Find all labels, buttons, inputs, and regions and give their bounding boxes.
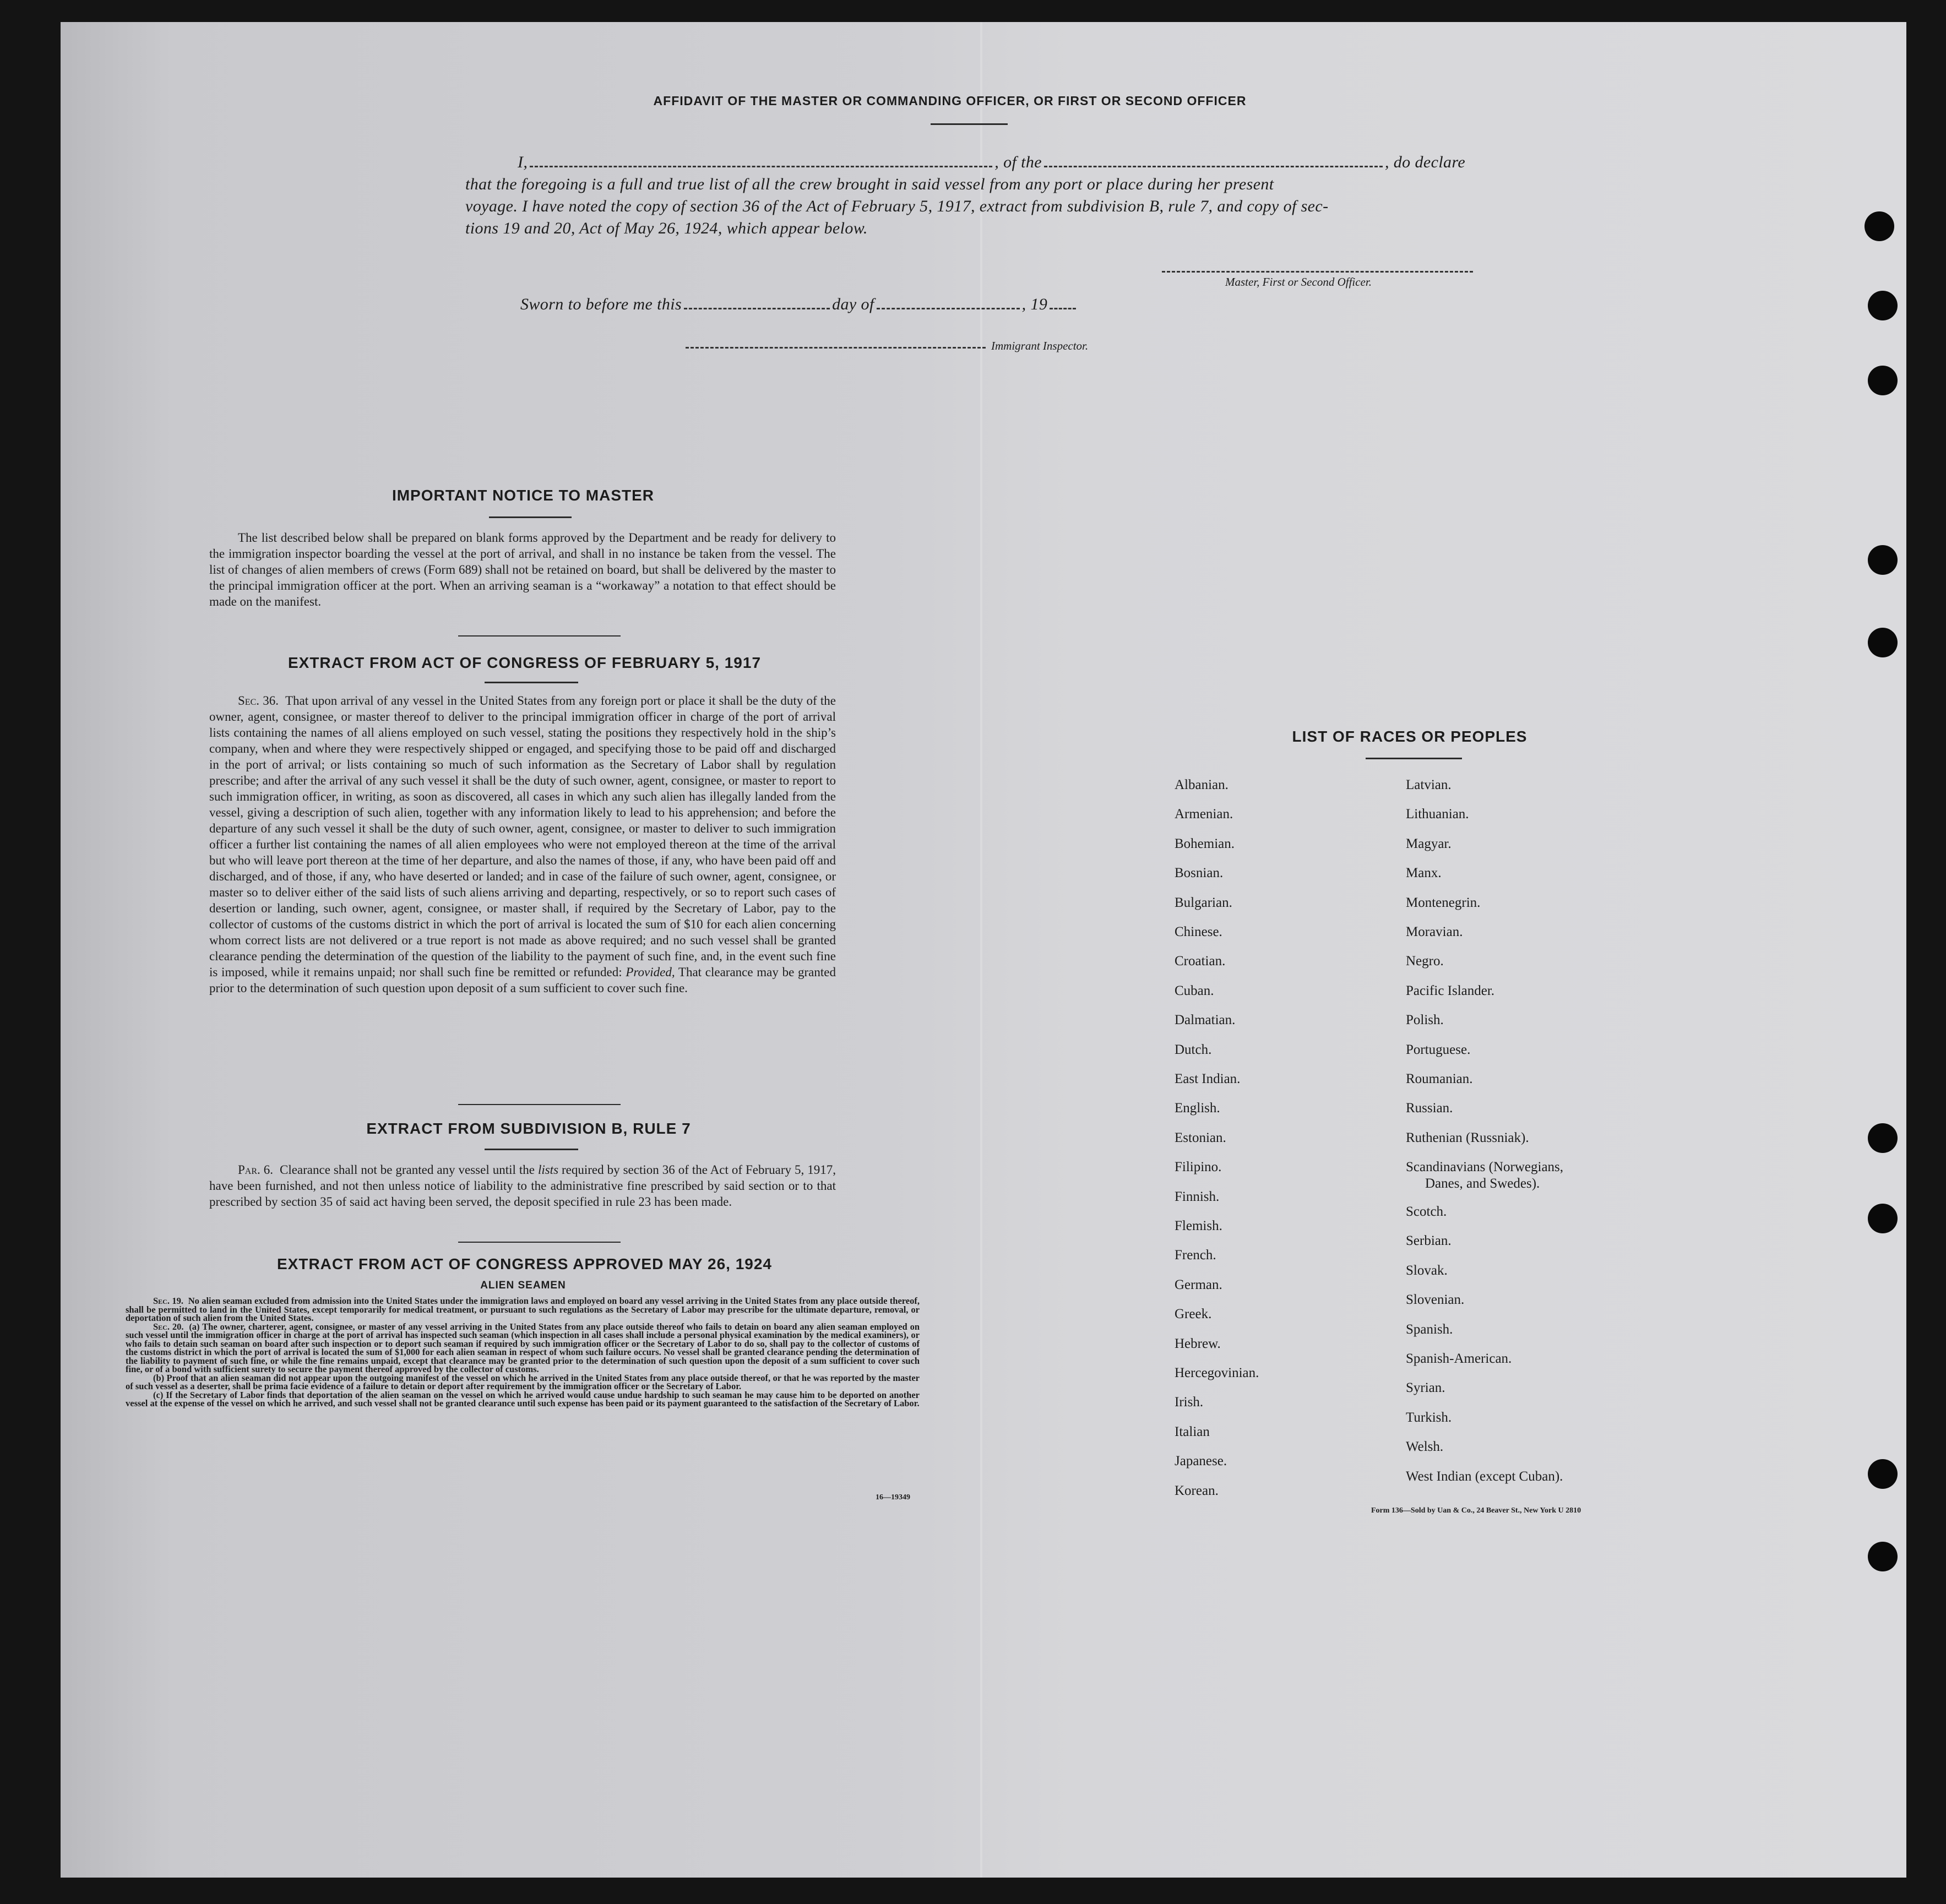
extract-rule7-title-rule (485, 1149, 578, 1150)
race-item: Korean. (1175, 1483, 1219, 1498)
race-item: Cuban. (1175, 983, 1214, 998)
race-item: Croatian. (1175, 954, 1226, 969)
race-item: Dalmatian. (1175, 1013, 1236, 1028)
race-item: Flemish. (1175, 1218, 1222, 1233)
race-item: Negro. (1406, 954, 1444, 969)
notice-end-rule (458, 635, 621, 637)
race-item: Filipino. (1175, 1160, 1222, 1175)
race-item: Welsh. (1406, 1439, 1444, 1455)
race-item: Italian (1175, 1424, 1210, 1439)
race-item: Scotch. (1406, 1204, 1447, 1219)
affidavit-of-the: , of the (994, 153, 1042, 171)
race-item: Armenian. (1175, 807, 1233, 822)
sworn-day-blank[interactable] (684, 308, 830, 309)
sec-20b-paragraph: (b) Proof that an alien seaman did not appear upon the outgoing manifest of the vessel on which he arrived in the United States from any place outside thereof, or that he was reported by the master of such vessel as a deserter, shall be prima facie evidence of a failure to detain or deport after requirement by the immigration officer or the Secretary of Labor. (126, 1372, 920, 1391)
inspector-caption: Immigrant Inspector. (991, 339, 1089, 352)
extract-1917-title: EXTRACT FROM ACT OF CONGRESS OF FEBRUARY 5, 1917 (287, 654, 762, 671)
race-item: Russian. (1406, 1101, 1453, 1116)
race-item: Slovenian. (1406, 1292, 1465, 1308)
extract-1917-body (209, 693, 836, 996)
race-item: East Indian. (1175, 1071, 1241, 1086)
race-item: Serbian. (1406, 1233, 1452, 1249)
notice-title-rule (489, 516, 572, 518)
race-item: Hercegovinian. (1175, 1366, 1259, 1380)
sec-36-label: Sec. 36. (238, 694, 279, 708)
provided-label: Provided, (626, 965, 675, 979)
race-item: Bosnian. (1175, 866, 1224, 881)
sec-19-paragraph (126, 1297, 920, 1323)
race-item-continuation: Danes, and Swedes). (1425, 1176, 1540, 1192)
form-number-left: 16—19349 (876, 1493, 910, 1502)
race-item: German. (1175, 1277, 1222, 1292)
race-item: Estonian. (1175, 1130, 1226, 1145)
race-item: Roumanian. (1406, 1071, 1473, 1086)
race-item: French. (1175, 1248, 1216, 1263)
race-item: Slovak. (1406, 1263, 1448, 1278)
sworn-year-blank[interactable] (1050, 308, 1076, 309)
race-item: Syrian. (1406, 1380, 1445, 1396)
race-item: Spanish. (1406, 1321, 1453, 1337)
extract-rule7-end-rule (458, 1242, 621, 1243)
affidavit-title-rule (931, 123, 1008, 125)
race-item: Spanish-American. (1406, 1351, 1512, 1366)
sec-20a-text: (a) The owner, charterer, agent, consignee, or master of any vessel arriving in the United States from any place outside thereof who fails to detain on board any alien seaman employed on such vessel until the immigration officer in charge at the port of arrival has inspected such seaman (which inspection in all cases shall include a personal physical examination by the medical examiners), or who fails to detain such seaman on board after such inspection or to deport such seaman if required by such immigration officer or the Secretary of Labor to do so, shall pay to the collector of customs of the customs district in which the port of arrival is located the sum of $1,000 for each alien seaman in respect of whom such failure occurs. No vessel shall be granted clearance pending the determination of the liability to payment of such fine, or while the fine remains unpaid, except that clearance may be granted prior to the determination of such question upon the deposit of a sum sufficient to cover such fine, or of a bond with sufficient surety to secure the payment thereof approved by the collector of customs. (126, 1321, 920, 1374)
race-item: Manx. (1406, 866, 1442, 881)
race-item: Irish. (1175, 1395, 1204, 1410)
race-item: Greek. (1175, 1307, 1212, 1322)
affidavit-line-3: voyage. I have noted the copy of section 36 of the Act of February 5, 1917, extract from subdivision B, rule 7, and copy of sec- (465, 197, 1329, 215)
sec-19-label: Sec. 19. (153, 1296, 183, 1306)
races-title-rule (1366, 758, 1462, 759)
race-item: Latvian. (1406, 777, 1452, 792)
race-item: Pacific Islander. (1406, 983, 1495, 998)
lists-word: lists (537, 1163, 559, 1177)
affidavit-line-4: tions 19 and 20, Act of May 26, 1924, which appear below. (465, 219, 868, 237)
race-item: Polish. (1406, 1013, 1444, 1028)
extract-rule7-title: EXTRACT FROM SUBDIVISION B, RULE 7 (366, 1120, 691, 1137)
race-item: Ruthenian (Russniak). (1406, 1130, 1529, 1145)
race-item: Chinese. (1175, 924, 1222, 939)
par-6-label: Par. 6. (238, 1163, 274, 1177)
punch-hole (1868, 366, 1898, 395)
race-item: Scandinavians (Norwegians, (1406, 1160, 1564, 1175)
sworn-line (520, 295, 1078, 314)
race-item: Finnish. (1175, 1189, 1220, 1204)
race-item: Moravian. (1406, 924, 1463, 939)
race-item: Hebrew. (1175, 1336, 1221, 1351)
vessel-blank[interactable] (1044, 166, 1383, 167)
races-title: LIST OF RACES OR PEOPLES (1292, 728, 1528, 745)
master-signature-line[interactable] (1162, 271, 1473, 273)
inspector-signature-line[interactable] (686, 347, 986, 349)
punch-hole (1868, 628, 1898, 657)
punch-hole (1868, 1123, 1898, 1153)
sworn-year: , 19 (1021, 295, 1048, 313)
punch-hole (1868, 1204, 1898, 1233)
race-item: Portuguese. (1406, 1042, 1471, 1057)
races-footer: Form 136—Sold by Uan & Co., 24 Beaver St., New York U 2810 (1371, 1506, 1581, 1515)
race-item: Albanian. (1175, 777, 1229, 792)
affidavit-do-declare: , do declare (1384, 153, 1466, 171)
sec-20c-paragraph: (c) If the Secretary of Labor finds that deportation of the alien seaman on the vessel on which he arrived would cause undue hardship to such seaman he may cause him to be deported on another vessel at the expense of the vessel on which he arrived, and such vessel shall not be granted clearance until such expense has been paid or its payment guaranteed to the satisfaction of the Secretary of Labor. (126, 1389, 920, 1408)
master-caption: Master, First or Second Officer. (1225, 275, 1372, 289)
punch-hole (1868, 291, 1898, 320)
punch-hole (1868, 1459, 1898, 1489)
sec-20a-paragraph (126, 1323, 920, 1374)
race-item: Turkish. (1406, 1410, 1452, 1425)
extract-1917-end-rule (458, 1104, 621, 1105)
race-item: Lithuanian. (1406, 807, 1469, 822)
sec-36-text: That upon arrival of any vessel in the United States from any foreign port or place it shall be the duty of the owner, agent, consignee, or master thereof to deliver to the principal immigration officer in charge of the port of arrival lists containing the names of all aliens employed on such vessel, stating the positions they respectively hold in the ship’s company, when and where they were respectively shipped or engaged, and specifying those to be paid off and discharged in the port of arrival; or lists containing so much of such information as the Secretary of Labor shall by regulation prescribe; and after the arrival of any such vessel it shall be the duty of such owner, agent, consignee, or master to report to such immigration officer, in writing, as soon as discovered, all cases in which any such alien has illegally landed from the vessel, giving a description of such alien, together with any information likely to lead to his apprehension; and before the departure of any such vessel it shall be the duty of such owner, agent, consignee, or master to deliver to such immigration officer a further list containing the names of all alien employees who were not employed thereon at the time of the arrival but who will leave port thereon at the time of her departure, and also the names of those, if any, who have been paid off and discharged, and of those, if any, who have deserted or landed; and in case of the failure of such owner, agent, consignee, or master so to deliver either of the said lists of such aliens arriving and departing, respectively, or so to report such cases of desertion or landing, such owner, agent, consignee, or master shall, if required by the Secretary of Labor, pay to the collector of customs of the customs district in which the port of arrival is located the sum of $10 for each alien concerning whom correct lists are not delivered or a true report is not made as above required; and no such vessel shall be granted clearance pending the determination of the question of the liability to the payment of such fine, and, in the event such fine is imposed, while it remains unpaid; nor shall such fine be remitted or refunded: (209, 694, 836, 979)
extract-1917-title-rule (485, 682, 578, 683)
sec-36-text-end: That clearance may be granted prior to the determination of such question upon deposit of a sum sufficient to cover such fine. (209, 965, 836, 995)
punch-hole (1868, 545, 1898, 575)
notice-body: The list described below shall be prepared on blank forms approved by the Department and be ready for delivery to the immigration inspector boarding the vessel at the port of arrival, and shall in no instance be taken from the vessel. The list of changes of alien members of crews (Form 689) shall not be retained on board, but shall be delivered by the master to the principal immigration officer at the port. When an arriving seaman is a “workaway” a notation to that effect should be made on the manifest. (209, 531, 836, 608)
race-item: Montenegrin. (1406, 895, 1481, 910)
sworn-day-of: day of (832, 295, 874, 313)
sec-19-text: No alien seaman excluded from admission into the United States under the immigration laws and employed on board any vessel arriving in the United States from any place outside thereof, shall be permitted to land in the United States, except temporarily for medical treatment, or pursuant to such regulations as the Secretary of Labor may prescribe for the ultimate departure, removal, or deportation of such alien from the United States. (126, 1296, 920, 1323)
extract-1924-body (126, 1297, 920, 1408)
race-item: English. (1175, 1101, 1220, 1116)
race-item: Japanese. (1175, 1454, 1227, 1469)
race-item: West Indian (except Cuban). (1406, 1468, 1563, 1484)
affidavit-line-2: that the foregoing is a full and true list of all the crew brought in said vessel from any port or place during her present (465, 175, 1274, 193)
name-blank[interactable] (530, 166, 992, 167)
race-item: Magyar. (1406, 836, 1452, 851)
race-item: Dutch. (1175, 1042, 1212, 1057)
race-item: Bulgarian. (1175, 895, 1232, 910)
affidavit-declaration-line (518, 153, 1465, 172)
punch-hole (1865, 211, 1894, 241)
affidavit-title: AFFIDAVIT OF THE MASTER OR COMMANDING OFFICER, OR FIRST OR SECOND OFFICER (653, 94, 1247, 108)
extract-1924-title: EXTRACT FROM ACT OF CONGRESS APPROVED MAY 26, 1924 (277, 1255, 772, 1272)
alien-seamen-subtitle: ALIEN SEAMEN (480, 1280, 566, 1291)
notice-title: IMPORTANT NOTICE TO MASTER (392, 487, 655, 504)
par-6-text-a: Clearance shall not be granted any vessel until the (279, 1163, 535, 1177)
sec-20-label: Sec. 20. (153, 1321, 184, 1332)
punch-hole (1868, 1542, 1898, 1571)
sworn-text: Sworn to before me this (520, 295, 682, 313)
par-6-text-b: required by section 36 of the Act of February 5, 1917, have been furnished, and not then unless notice of liability to the administrative fine prescribed by said section or to that prescribed by section 35 of said act having been served, the deposit specified in rule 23 has been made. (209, 1163, 836, 1209)
sworn-month-blank[interactable] (877, 308, 1020, 309)
race-item: Bohemian. (1175, 836, 1235, 851)
extract-rule7-body (209, 1162, 836, 1210)
affidavit-i: I, (518, 153, 528, 171)
